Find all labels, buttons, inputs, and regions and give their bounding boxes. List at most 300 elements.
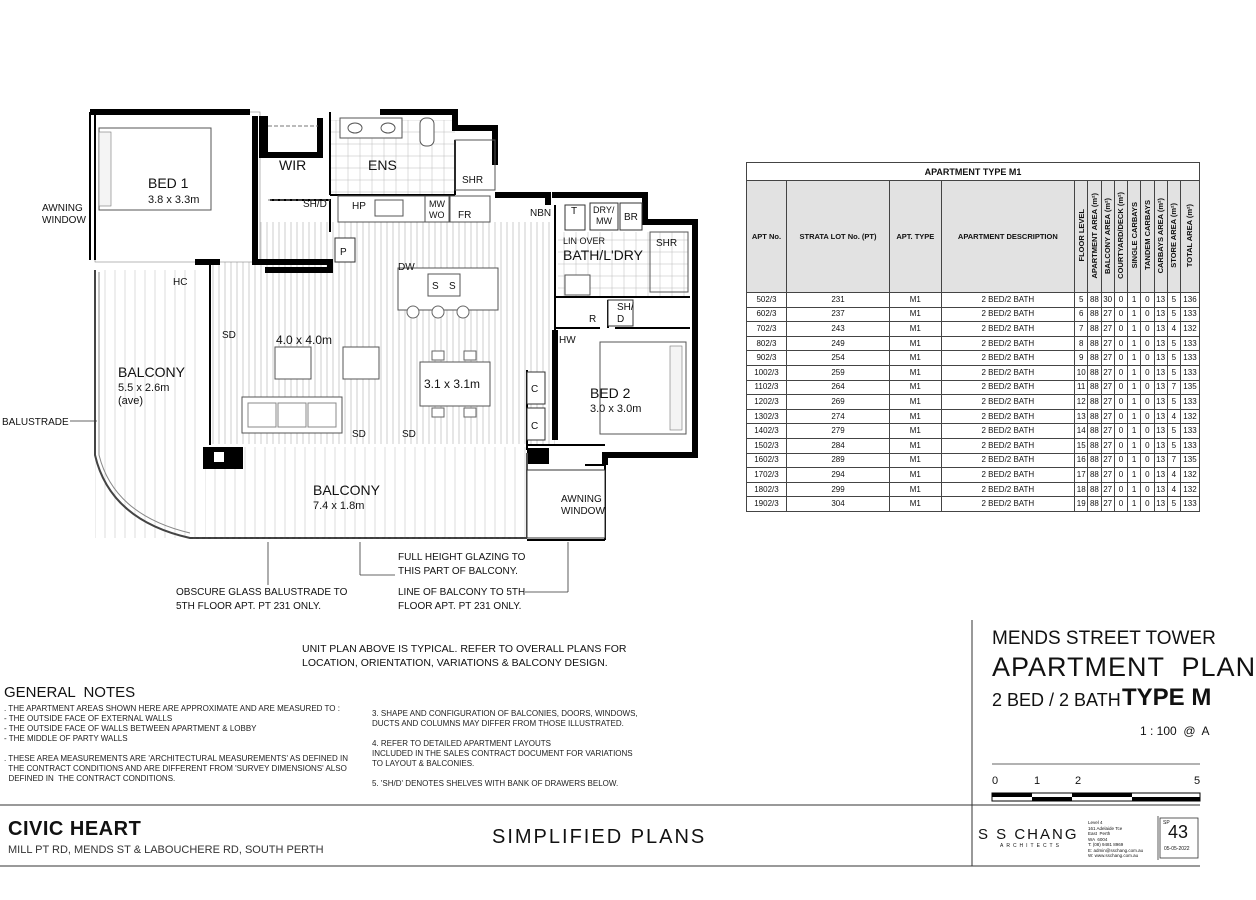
notes-heading: GENERAL NOTES — [4, 684, 136, 701]
armchair — [343, 347, 379, 379]
note-line: E: admin@sschang.com.au — [1088, 847, 1144, 853]
table-cell: 2 BED/2 BATH — [941, 322, 1075, 337]
note-line: 5. 'SH/D' DENOTES SHELVES WITH BANK OF DRAWERS BELOW. — [372, 779, 619, 788]
table-cell: 5 — [1167, 336, 1180, 351]
balcony-south-dimension: 7.4 x 1.8m — [313, 500, 365, 512]
table-cell: M1 — [890, 482, 942, 497]
table-header-cell — [941, 181, 1075, 293]
table-cell: M1 — [890, 453, 942, 468]
table-cell: 27 — [1101, 424, 1114, 439]
table-cell: 1002/3 — [747, 365, 787, 380]
table-body — [747, 293, 1200, 512]
t-label: T — [571, 206, 578, 217]
table-cell: 18 — [1075, 482, 1088, 497]
table-row — [747, 336, 1200, 351]
table-cell: 0 — [1114, 395, 1127, 410]
table-header-label: FLOOR LEVEL — [1076, 209, 1086, 262]
table-cell: 88 — [1088, 424, 1101, 439]
table-cell: 237 — [786, 307, 889, 322]
dining-dimension: 3.1 x 3.1m — [424, 377, 481, 391]
c-label: C — [531, 421, 539, 432]
c-label: C — [531, 384, 539, 395]
table-cell: 5 — [1167, 307, 1180, 322]
table-row — [747, 453, 1200, 468]
table-cell: 279 — [786, 424, 889, 439]
table-cell: 27 — [1101, 409, 1114, 424]
table-cell: 0 — [1141, 497, 1154, 512]
stool — [407, 306, 419, 318]
callout-line: LINE OF BALCONY TO 5TH — [398, 587, 526, 598]
table-cell: 13 — [1154, 438, 1167, 453]
table-cell: 1 — [1128, 365, 1141, 380]
table-cell: 2 BED/2 BATH — [941, 482, 1075, 497]
shd-label: SH/D — [303, 199, 327, 210]
table-cell: 27 — [1101, 497, 1114, 512]
table-cell: 13 — [1154, 453, 1167, 468]
note-line — [372, 769, 638, 779]
table-cell: 16 — [1075, 453, 1088, 468]
armchair — [275, 347, 311, 379]
table-cell: 13 — [1154, 351, 1167, 366]
table-cell: 88 — [1088, 395, 1101, 410]
table-cell: 132 — [1180, 322, 1199, 337]
table-header-label: BALCONY AREA (m²) — [1103, 197, 1113, 274]
table-header-label: TANDEM CARBAYS — [1142, 200, 1152, 271]
table-cell: 13 — [1154, 482, 1167, 497]
table-cell: 4 — [1167, 409, 1180, 424]
note-line: . THESE AREA MEASUREMENTS ARE 'ARCHITECTURAL MEASUREMENTS' AS DEFINED IN — [4, 754, 349, 763]
awning-window-right-label: AWNING — [561, 494, 602, 505]
table-row — [747, 307, 1200, 322]
note-line — [372, 729, 638, 739]
table-cell: 88 — [1088, 322, 1101, 337]
awning-window-left-label-2: WINDOW — [42, 215, 86, 226]
table-row — [747, 365, 1200, 380]
table-row — [747, 351, 1200, 366]
apartment-schedule-table — [746, 162, 1200, 512]
table-cell: 2 BED/2 BATH — [941, 336, 1075, 351]
balcony-west-label: BALCONY — [118, 364, 185, 380]
table-header-cell — [786, 181, 889, 293]
table-header-label: APT No. — [751, 232, 782, 241]
table-header-label: COURTYARD/DECK (m²) — [1116, 192, 1126, 279]
p-label: P — [340, 247, 347, 258]
table-cell: 0 — [1114, 424, 1127, 439]
table-cell: 243 — [786, 322, 889, 337]
bath-basin — [565, 275, 590, 295]
table-cell: 1 — [1128, 380, 1141, 395]
table-cell: 132 — [1180, 482, 1199, 497]
bed2-label: BED 2 — [590, 385, 631, 401]
hp-label: HP — [352, 201, 366, 212]
table-header-cell — [1114, 181, 1127, 293]
table-cell: 502/3 — [747, 293, 787, 308]
table-cell: 1 — [1128, 453, 1141, 468]
table-cell: 27 — [1101, 307, 1114, 322]
table-header-cell — [1101, 181, 1114, 293]
bed2-pillows — [670, 346, 682, 430]
table-cell: 4 — [1167, 482, 1180, 497]
s1-label: S — [432, 281, 439, 292]
table-cell: 1502/3 — [747, 438, 787, 453]
architect-contact — [1088, 820, 1143, 859]
sheet-label: SP — [1163, 820, 1170, 826]
table-cell: 5 — [1167, 395, 1180, 410]
shd2-label-2: D — [617, 314, 625, 325]
table-cell: 12 — [1075, 395, 1088, 410]
stool — [432, 306, 444, 318]
table-row — [747, 409, 1200, 424]
table-cell: 0 — [1114, 438, 1127, 453]
table-cell: 6 — [1075, 307, 1088, 322]
balcony-west-floor — [95, 270, 203, 538]
bed1-label: BED 1 — [148, 175, 189, 191]
note-line — [4, 744, 348, 754]
table-cell: 4 — [1167, 468, 1180, 483]
note-line: - THE MIDDLE OF PARTY WALLS — [4, 734, 128, 743]
table-cell: M1 — [890, 497, 942, 512]
table-cell: 2 BED/2 BATH — [941, 365, 1075, 380]
table-cell: 249 — [786, 336, 889, 351]
table-cell: 5 — [1167, 438, 1180, 453]
table-cell: 88 — [1088, 438, 1101, 453]
table-cell: M1 — [890, 409, 942, 424]
dining-chair — [432, 351, 444, 360]
table-cell: 702/3 — [747, 322, 787, 337]
table-cell: 1 — [1128, 409, 1141, 424]
awning-window-left-label: AWNING — [42, 203, 83, 214]
table-cell: M1 — [890, 380, 942, 395]
table-cell: 13 — [1154, 424, 1167, 439]
callout-line-2: FLOOR APT. PT 231 ONLY. — [398, 601, 522, 612]
table-cell: 2 BED/2 BATH — [941, 497, 1075, 512]
table-cell: 294 — [786, 468, 889, 483]
table-cell: M1 — [890, 468, 942, 483]
sheet-number: 43 — [1168, 822, 1189, 842]
table-cell: 9 — [1075, 351, 1088, 366]
table-cell: 133 — [1180, 497, 1199, 512]
scale-tick: 0 — [992, 775, 999, 787]
table-cell: 1 — [1128, 482, 1141, 497]
nbn-label: NBN — [530, 208, 552, 219]
table-cell: 13 — [1154, 380, 1167, 395]
balcony-south-label: BALCONY — [313, 482, 380, 498]
notes-column-2 — [372, 709, 638, 789]
table-cell: 13 — [1154, 395, 1167, 410]
sd-label: SD — [222, 330, 236, 341]
table-row — [747, 380, 1200, 395]
balcony-west-ave: (ave) — [118, 395, 144, 407]
callout-full-height: FULL HEIGHT GLAZING TO — [398, 552, 526, 563]
table-cell: 284 — [786, 438, 889, 453]
table-cell: 2 BED/2 BATH — [941, 293, 1075, 308]
dw-label: DW — [398, 262, 415, 273]
table-cell: 1 — [1128, 336, 1141, 351]
table-header-cell — [1088, 181, 1101, 293]
table-cell: 7 — [1167, 453, 1180, 468]
table-header-cell — [1154, 181, 1167, 293]
tower-name: MENDS STREET TOWER — [992, 628, 1216, 649]
table-cell: 0 — [1141, 438, 1154, 453]
table-cell: 0 — [1141, 336, 1154, 351]
table-row — [747, 322, 1200, 337]
table-cell: 27 — [1101, 453, 1114, 468]
table-header-cell — [1075, 181, 1088, 293]
note-line: INCLUDED IN THE SALES CONTRACT DOCUMENT FOR VARIATIONS — [372, 749, 633, 758]
table-cell: 13 — [1154, 365, 1167, 380]
table-cell: 259 — [786, 365, 889, 380]
ens-label: ENS — [368, 157, 397, 173]
table-cell: 0 — [1141, 351, 1154, 366]
table-cell: 15 — [1075, 438, 1088, 453]
table-cell: 5 — [1167, 351, 1180, 366]
project-name: CIVIC HEART — [8, 818, 142, 840]
table-cell: 289 — [786, 453, 889, 468]
r-label: R — [589, 314, 597, 325]
br-label: BR — [624, 212, 638, 223]
table-cell: 14 — [1075, 424, 1088, 439]
table-header-label: SINGLE CARBAYS — [1129, 202, 1139, 269]
note-line: Level 4 — [1088, 820, 1103, 825]
table-cell: 0 — [1114, 322, 1127, 337]
table-cell: 5 — [1167, 497, 1180, 512]
notes-column-1 — [4, 704, 348, 784]
table-cell: 13 — [1154, 497, 1167, 512]
table-cell: 1602/3 — [747, 453, 787, 468]
table-row — [747, 482, 1200, 497]
table-cell: 27 — [1101, 365, 1114, 380]
table-cell: M1 — [890, 395, 942, 410]
table-cell: 1302/3 — [747, 409, 787, 424]
table-cell: 0 — [1141, 307, 1154, 322]
table-cell: 2 BED/2 BATH — [941, 395, 1075, 410]
living-dimension: 4.0 x 4.0m — [276, 333, 333, 347]
table-cell: 27 — [1101, 482, 1114, 497]
table-header-label: TOTAL AREA (m²) — [1185, 203, 1195, 268]
table-cell: 1902/3 — [747, 497, 787, 512]
table-header-label: APARTMENT AREA (m²) — [1089, 192, 1099, 279]
table-cell: 0 — [1114, 468, 1127, 483]
project-address: MILL PT RD, MENDS ST & LABOUCHERE RD, SOUTH PERTH — [8, 844, 324, 856]
shd2-label: SH/ — [617, 302, 634, 313]
table-cell: 0 — [1114, 409, 1127, 424]
table-cell: 27 — [1101, 438, 1114, 453]
table-row — [747, 497, 1200, 512]
table-header-cell — [1141, 181, 1154, 293]
table-cell: 1 — [1128, 438, 1141, 453]
table-cell: 1202/3 — [747, 395, 787, 410]
bed2-dimension: 3.0 x 3.0m — [590, 403, 642, 415]
table-cell: 231 — [786, 293, 889, 308]
table-cell: 0 — [1114, 497, 1127, 512]
note-line: - THE OUTSIDE FACE OF EXTERNAL WALLS — [4, 714, 173, 723]
typical-note: UNIT PLAN ABOVE IS TYPICAL. REFER TO OVERALL PLANS FOR — [302, 643, 627, 655]
bed1-dimension: 3.8 x 3.3m — [148, 194, 200, 206]
table-header-cell — [1128, 181, 1141, 293]
table-cell: 27 — [1101, 395, 1114, 410]
table-header-label: STORE AREA (m²) — [1169, 203, 1179, 268]
note-line: W: www.sschang.com.au — [1088, 853, 1139, 858]
table-cell: 13 — [1154, 409, 1167, 424]
hw-label: HW — [559, 335, 576, 346]
column — [527, 448, 549, 464]
table-row — [747, 438, 1200, 453]
table-caption: APARTMENT TYPE M1 — [747, 163, 1200, 181]
table-cell: 0 — [1114, 307, 1127, 322]
table-header-row — [747, 181, 1200, 293]
table-cell: 88 — [1088, 365, 1101, 380]
hc-label: HC — [173, 277, 188, 288]
table-cell: 1 — [1128, 424, 1141, 439]
fr-label: FR — [458, 210, 472, 221]
table-cell: 133 — [1180, 424, 1199, 439]
table-cell: 0 — [1141, 380, 1154, 395]
table-cell: 27 — [1101, 351, 1114, 366]
architect-sub: ARCHITECTS — [1000, 843, 1062, 849]
table-cell: 1702/3 — [747, 468, 787, 483]
lin-over-label: LIN OVER — [563, 236, 606, 246]
table-cell: 2 BED/2 BATH — [941, 453, 1075, 468]
table-cell: M1 — [890, 424, 942, 439]
table-cell: 269 — [786, 395, 889, 410]
table-cell: 88 — [1088, 453, 1101, 468]
table-cell: 8 — [1075, 336, 1088, 351]
table-cell: 0 — [1114, 482, 1127, 497]
table-cell: 0 — [1141, 395, 1154, 410]
table-cell: 2 BED/2 BATH — [941, 468, 1075, 483]
ens-toilet — [420, 118, 434, 146]
note-line: 161 Adelaide Tce — [1088, 825, 1123, 831]
table-cell: 254 — [786, 351, 889, 366]
table-cell: 19 — [1075, 497, 1088, 512]
table-cell: 132 — [1180, 468, 1199, 483]
table-cell: 27 — [1101, 380, 1114, 395]
table-cell: 88 — [1088, 336, 1101, 351]
table-cell: M1 — [890, 336, 942, 351]
table-cell: M1 — [890, 351, 942, 366]
table-cell: 88 — [1088, 351, 1101, 366]
table-header-cell — [890, 181, 942, 293]
table-cell: 88 — [1088, 497, 1101, 512]
plan-heading: APARTMENT PLAN — [992, 652, 1256, 682]
mw2-label: MW — [596, 216, 612, 226]
table-cell: 0 — [1141, 365, 1154, 380]
bath-ldry-label: BATH/L'DRY — [563, 247, 643, 263]
note-line: T: (08) 9481 8969 — [1088, 842, 1124, 847]
plan-type: TYPE M — [1122, 684, 1212, 711]
table-cell: 13 — [1154, 336, 1167, 351]
callout-full-height-2: THIS PART OF BALCONY. — [398, 566, 518, 577]
table-header-label: STRATA LOT No. (PT) — [799, 232, 877, 241]
table-cell: M1 — [890, 365, 942, 380]
table-cell: 11 — [1075, 380, 1088, 395]
note-line: 4. REFER TO DETAILED APARTMENT LAYOUTS — [372, 739, 552, 748]
architect-logo: S S CHANG — [978, 826, 1079, 843]
table-cell: 13 — [1075, 409, 1088, 424]
table-cell: 10 — [1075, 365, 1088, 380]
shr2-label: SHR — [656, 238, 678, 249]
table-cell: 0 — [1114, 365, 1127, 380]
table-cell: 17 — [1075, 468, 1088, 483]
balustrade-label: BALUSTRADE — [2, 417, 69, 428]
table-cell: 13 — [1154, 293, 1167, 308]
note-line: THE CONTRACT CONDITIONS AND ARE DIFFERENT FROM 'SURVEY DIMENSIONS' ALSO — [4, 764, 347, 773]
shr-label: SHR — [462, 175, 484, 186]
note-line: - THE OUTSIDE FACE OF WALLS BETWEEN APARTMENT & LOBBY — [4, 724, 257, 733]
table-cell: M1 — [890, 322, 942, 337]
table-cell: 7 — [1075, 322, 1088, 337]
table-row — [747, 395, 1200, 410]
table-cell: 88 — [1088, 409, 1101, 424]
scale-tick: 5 — [1194, 775, 1201, 787]
table-cell: 0 — [1114, 380, 1127, 395]
sofa-seat — [278, 403, 306, 427]
table-cell: 133 — [1180, 395, 1199, 410]
table-header-cell — [1180, 181, 1199, 293]
note-line: DEFINED IN THE CONTRACT CONDITIONS. — [4, 774, 176, 783]
sofa-seat — [308, 403, 336, 427]
table-cell: 133 — [1180, 365, 1199, 380]
table-cell: 602/3 — [747, 307, 787, 322]
table-row — [747, 468, 1200, 483]
table-cell: 2 BED/2 BATH — [941, 424, 1075, 439]
plan-scale: 1 : 100 @ A — [1140, 724, 1210, 738]
table-cell: 133 — [1180, 307, 1199, 322]
table-cell: 13 — [1154, 307, 1167, 322]
scale-bar — [992, 764, 1200, 801]
note-line: East Perth — [1088, 831, 1111, 836]
dry-label: DRY/ — [593, 205, 615, 215]
table-cell: 802/3 — [747, 336, 787, 351]
table-cell: 0 — [1141, 453, 1154, 468]
stool — [457, 306, 469, 318]
bed1-pillows — [99, 132, 111, 206]
table-cell: 5 — [1075, 293, 1088, 308]
sd-label: SD — [402, 429, 416, 440]
sd-label: SD — [352, 429, 366, 440]
table-cell: 1 — [1128, 468, 1141, 483]
table-cell: 4 — [1167, 322, 1180, 337]
table-cell: 0 — [1141, 482, 1154, 497]
table-cell: 13 — [1154, 322, 1167, 337]
scale-tick: 1 — [1034, 775, 1041, 787]
table-cell: 264 — [786, 380, 889, 395]
table-cell: 132 — [1180, 409, 1199, 424]
note-line: TO LAYOUT & BALCONIES. — [372, 759, 475, 768]
table-cell: 1 — [1128, 322, 1141, 337]
table-cell: 5 — [1167, 365, 1180, 380]
table-cell: 13 — [1154, 468, 1167, 483]
table-cell: 135 — [1180, 380, 1199, 395]
balcony-west-dimension: 5.5 x 2.6m — [118, 382, 170, 394]
table-header-cell — [747, 181, 787, 293]
table-cell: M1 — [890, 438, 942, 453]
sofa-seat — [248, 403, 276, 427]
table-row — [747, 424, 1200, 439]
table-cell: 902/3 — [747, 351, 787, 366]
table-cell: 88 — [1088, 307, 1101, 322]
table-header-cell — [1167, 181, 1180, 293]
s2-label: S — [449, 281, 456, 292]
table-cell: 88 — [1088, 293, 1101, 308]
note-line: WA 6004 — [1088, 836, 1108, 842]
table-cell: 135 — [1180, 453, 1199, 468]
table-header-label: APARTMENT DESCRIPTION — [957, 232, 1058, 241]
table-cell: 133 — [1180, 336, 1199, 351]
table-cell: 0 — [1141, 424, 1154, 439]
table-cell: 88 — [1088, 468, 1101, 483]
dining-chair — [464, 408, 476, 417]
